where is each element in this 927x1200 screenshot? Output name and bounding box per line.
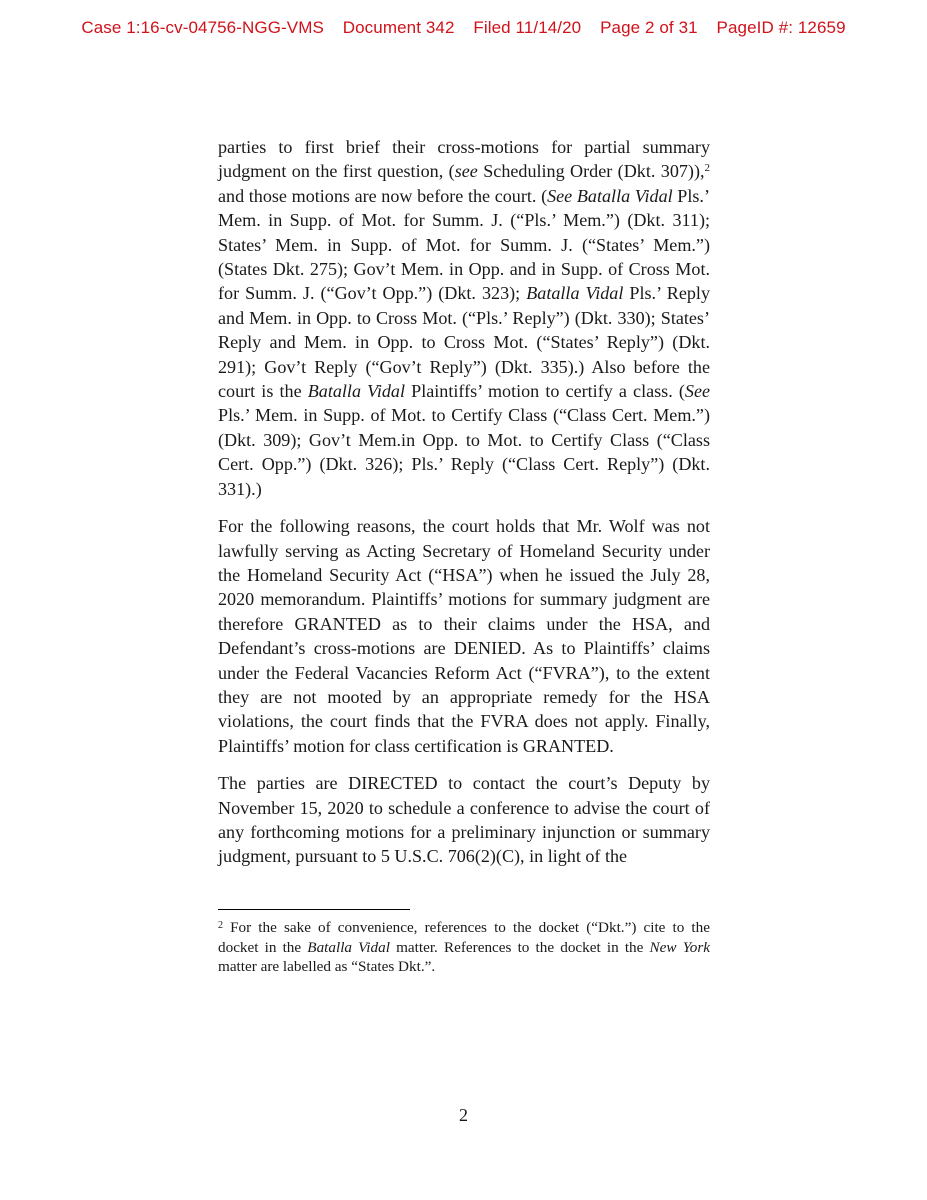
text-run: matter. References to the docket in the: [389, 938, 650, 956]
footnote-number: 2: [218, 920, 223, 931]
paragraph-2: For the following reasons, the court holds that Mr. Wolf was not lawfully serving as Acting Secretary of Homeland Security under the Homeland Security Act (“HSA”) when he issued the July 28, 2020 memorandum. Plaintiffs’ motions for summary judgment are therefore GRANTED as to their claims under the HSA, and Defendant’s cross-motions are DENIED. As to Plaintiffs’ claims under the Federal Vacancies Reform Act (“FVRA”), to the extent they are not mooted by an appropriate remedy for the HSA violations, the court finds that the FVRA does not apply. Finally, Plaintiffs’ motion for class certification is GRANTED.: [218, 516, 710, 756]
text-run: Pls.’ Mem. in Supp. of Mot. to Certify Class (“Class Cert. Mem.”) (Dkt. 309); Gov’t Mem.in Opp. to Mot. to Certify Class (“Class Cert. Opp.”) (Dkt. 326); Pls.’ Reply (“Class Cert. Reply”) (Dkt. 331).): [218, 405, 710, 499]
footnote-ref[interactable]: 2: [704, 162, 711, 175]
text-run-italic: See Batalla Vidal: [547, 185, 673, 206]
text-run-italic: New York: [649, 938, 710, 956]
text-run: and those motions are now before the court. (: [218, 185, 548, 206]
text-run-italic: see: [454, 161, 478, 182]
body-text: [218, 135, 710, 882]
text-run-italic: Batalla Vidal: [526, 283, 624, 304]
text-run: Scheduling Order (Dkt. 307)),: [477, 161, 705, 182]
text-run: Pls.’ Reply and Mem. in Opp. to Cross Mot. (“Pls.’ Reply”) (Dkt. 330); States’ Reply and Mem. in Opp. to Cross Mot. (“States’ Reply”) (Dkt. 291); Gov’t Reply (“Gov’t Reply”) (Dkt. 335).) Also before the court is the: [218, 283, 711, 402]
page-number: 2: [459, 1105, 468, 1125]
filing-header: [0, 18, 927, 38]
text-run-italic: Batalla Vidal: [307, 381, 405, 402]
text-run: Pls.’ Mem. in Supp. of Mot. for Summ. J. (“Pls.’ Mem.”) (Dkt. 311); States’ Mem. in Supp. of Mot. for Summ. J. (“States’ Mem.”) (States Dkt. 275); Gov’t Mem. in Opp. and in Supp. of Cross Mot. for Summ. J. (“Gov’t Opp.”) (Dkt. 323);: [218, 185, 710, 304]
page-id: PageID #: 12659: [716, 18, 846, 37]
case-number: Case 1:16-cv-04756-NGG-VMS: [81, 18, 324, 37]
paragraph-3: The parties are DIRECTED to contact the court’s Deputy by November 15, 2020 to schedule a conference to advise the court of any forthcoming motions for a preliminary injunction or summary judgment, pursuant to 5 U.S.C. 706(2)(C), in light of the: [218, 773, 710, 867]
text-run-italic: See: [684, 381, 711, 402]
text-run: For the sake of convenience, references to the docket (“Dkt.”) cite to the docket in the: [218, 919, 710, 956]
text-run: Plaintiffs’ motion to certify a class. (: [405, 381, 685, 402]
footnote-divider: [218, 909, 410, 910]
text-run: parties to first brief their cross-motions for partial summary judgment on the first question, (: [218, 137, 710, 182]
footnote-2: [218, 918, 710, 977]
text-run: matter are labelled as “States Dkt.”.: [218, 958, 436, 975]
paragraph-1: [218, 135, 710, 501]
page-count: Page 2 of 31: [600, 18, 698, 37]
document-number: Document 342: [342, 18, 455, 37]
text-run-italic: Batalla Vidal: [307, 938, 390, 956]
filed-date: Filed 11/14/20: [473, 18, 582, 37]
